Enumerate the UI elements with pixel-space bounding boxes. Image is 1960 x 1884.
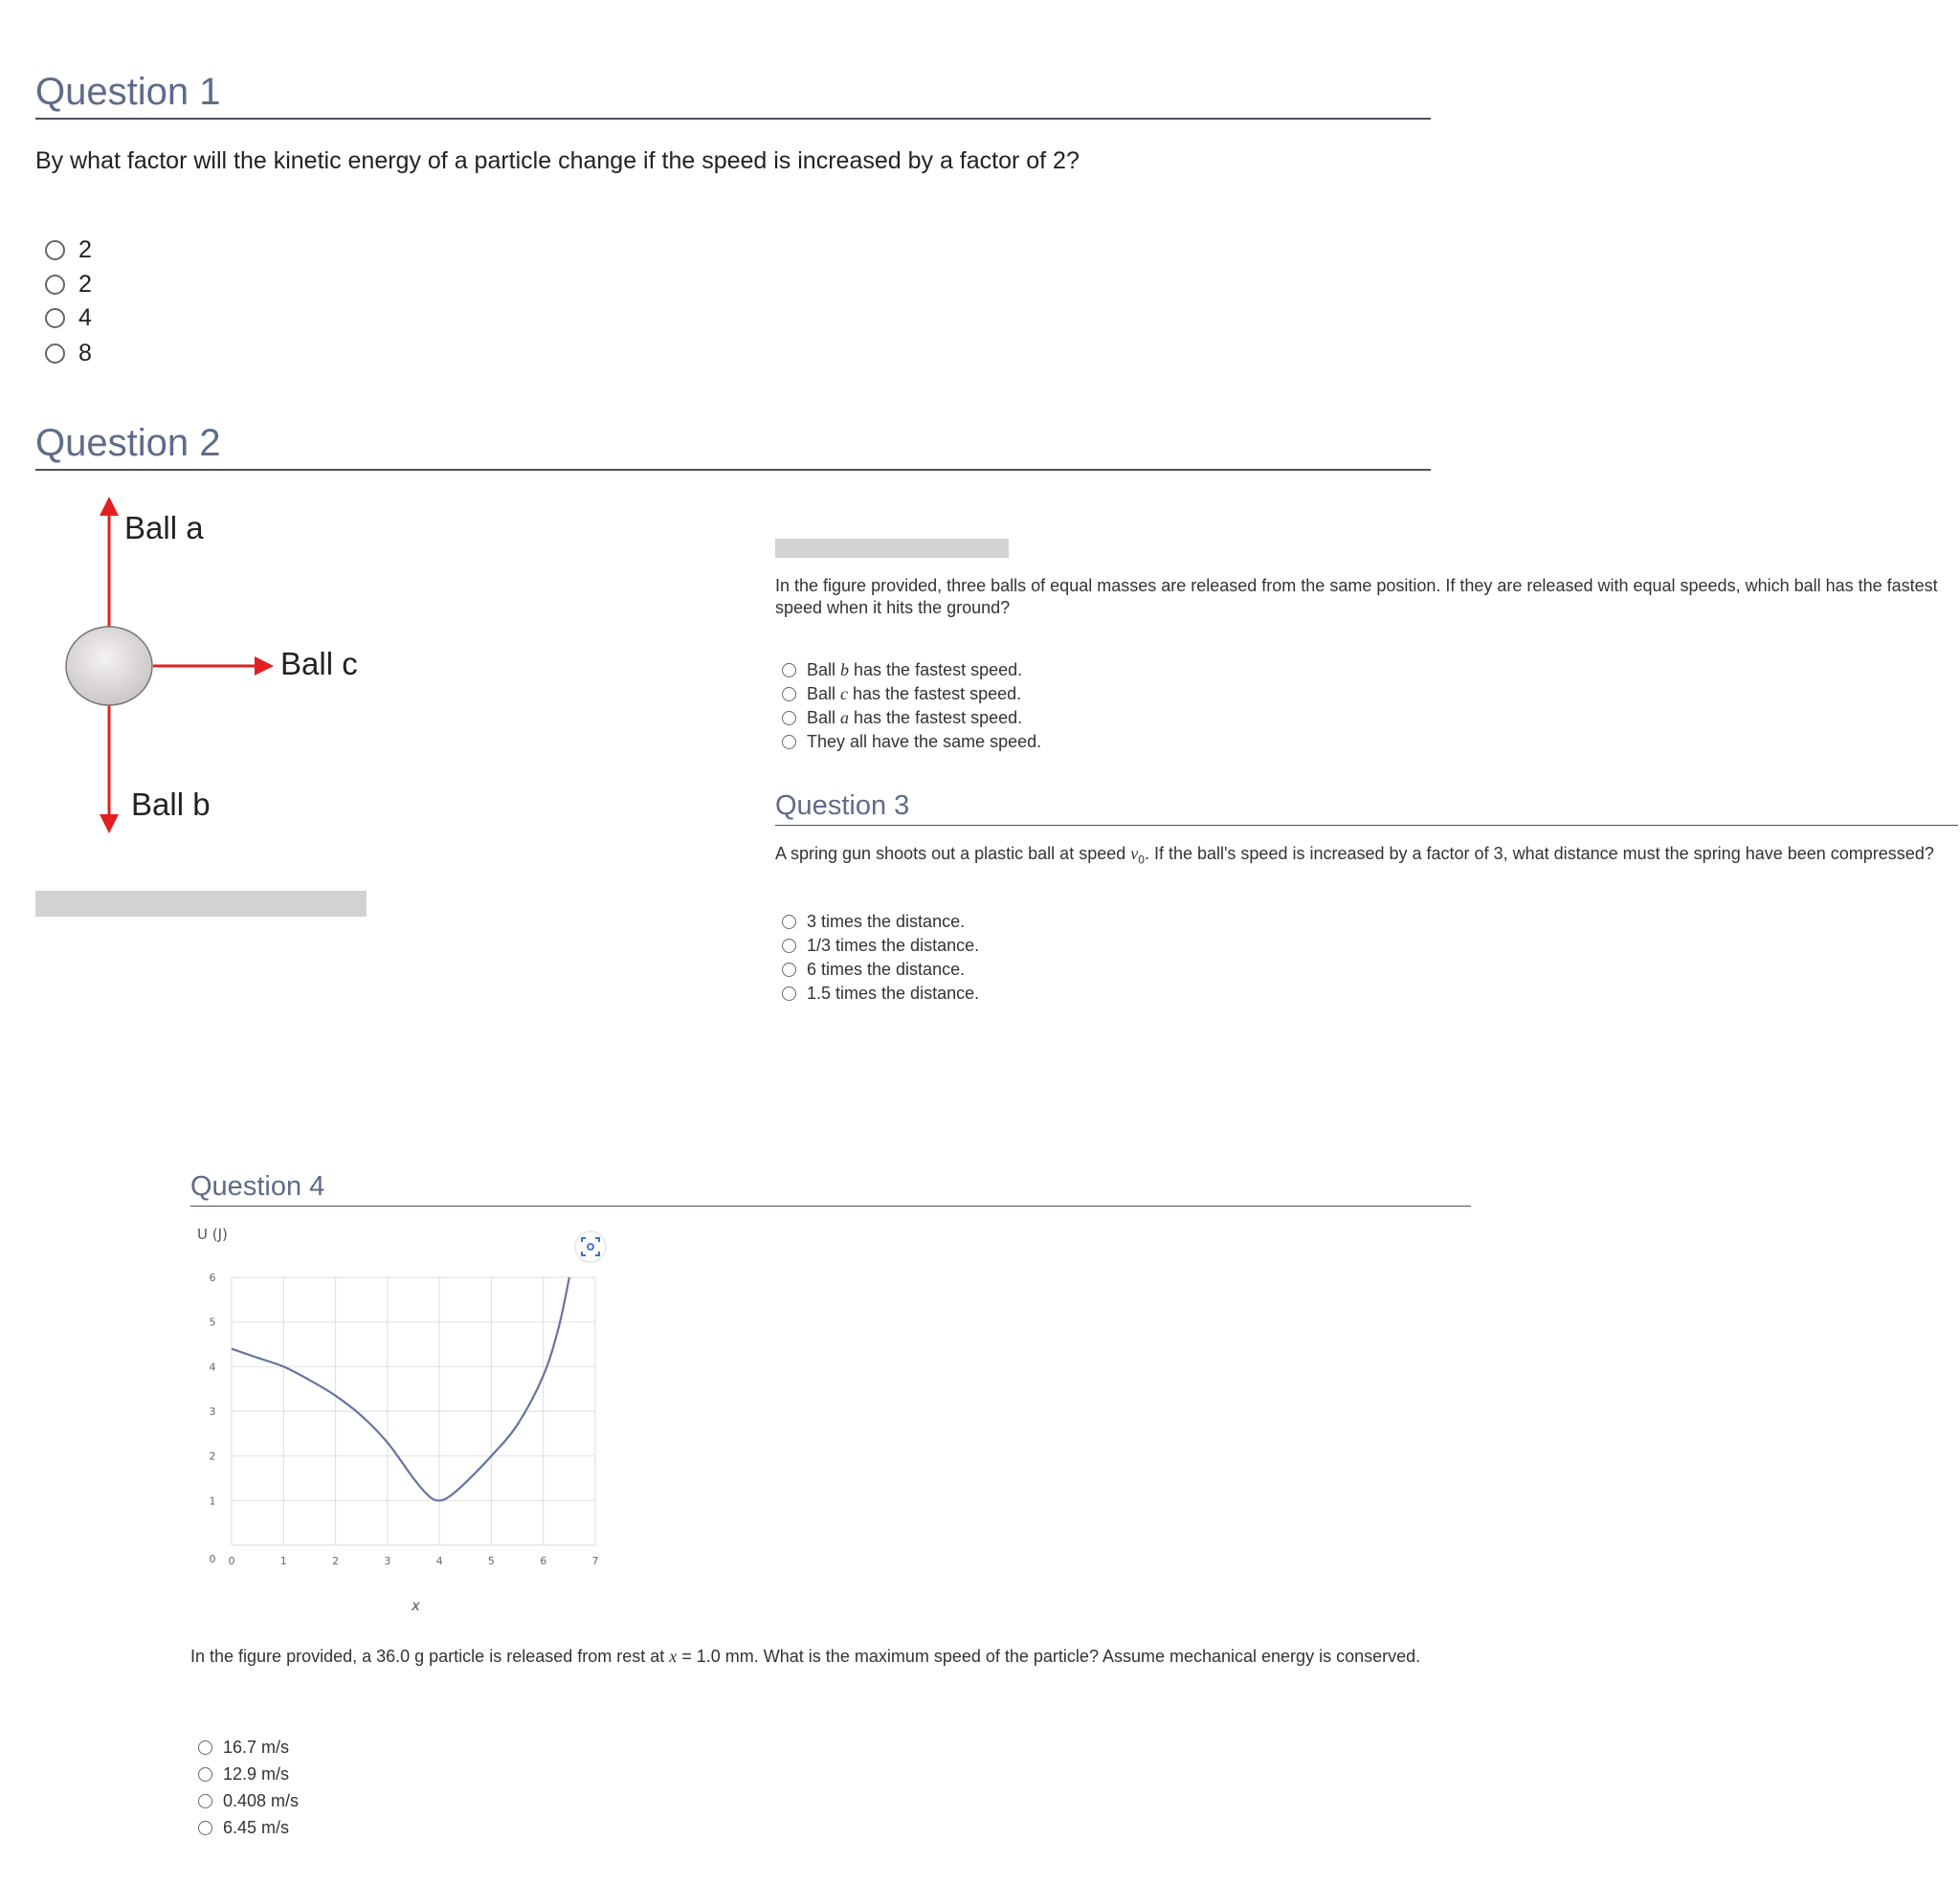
q2-option-2[interactable] (782, 684, 1021, 704)
option-label: 0.408 m/s (223, 1791, 300, 1810)
q2-option-3[interactable] (782, 708, 1022, 728)
q3-option-2[interactable] (782, 936, 979, 956)
option-label: 6.45 m/s (223, 1818, 290, 1837)
radio-button[interactable] (782, 711, 796, 725)
option-label: They all have the same speed. (807, 732, 1042, 751)
radio-button[interactable] (198, 1767, 212, 1782)
option-label: 6 times the distance. (807, 960, 966, 979)
q2-option-4[interactable] (782, 732, 1041, 752)
q1-option-3[interactable] (45, 304, 92, 332)
q4-option-4[interactable] (198, 1818, 289, 1838)
option-label: 4 (78, 304, 92, 331)
chart-series-line (232, 1277, 569, 1500)
option-label: 2 (78, 271, 92, 298)
y-tick-label: 5 (209, 1316, 216, 1329)
chart-y-axis-label: U (J) (197, 1226, 228, 1243)
q1-option-2[interactable] (45, 271, 92, 299)
redacted-bar (35, 891, 367, 917)
x-tick-label: 2 (332, 1555, 340, 1567)
y-tick-label: 6 (209, 1272, 216, 1284)
chart-grid (232, 1277, 595, 1545)
q3-option-3[interactable] (782, 960, 965, 980)
radio-button[interactable] (782, 687, 796, 701)
y-tick-label: 4 (209, 1361, 216, 1374)
radio-button[interactable] (782, 939, 796, 953)
q4-option-3[interactable] (198, 1791, 299, 1811)
q3-title: Question 3 (775, 790, 1958, 826)
expand-icon[interactable] (573, 1230, 608, 1264)
y-tick-label: 3 (209, 1406, 216, 1418)
q2-prompt: In the figure provided, three balls of equal masses are released from the same position. If they are released with equal speeds, which ball has the fastest speed when it hits the ground? (775, 576, 1938, 617)
redacted-bar (775, 539, 1009, 558)
option-label: 16.7 m/s (223, 1738, 290, 1757)
q1-option-1[interactable] (45, 236, 92, 264)
option-label: Ball b has the fastest speed. (807, 660, 1023, 679)
arrow-down-head-icon (100, 814, 119, 833)
y-tick-label: 2 (209, 1450, 216, 1463)
option-label: 2 (78, 236, 92, 263)
radio-button[interactable] (198, 1794, 212, 1808)
y-tick-label: 1 (209, 1495, 216, 1508)
q3-option-1[interactable] (782, 912, 965, 932)
option-label: Ball a has the fastest speed. (807, 708, 1023, 727)
q1-title: Question 1 (35, 71, 1431, 120)
q2-title: Question 2 (35, 422, 1431, 471)
x-tick-label: 4 (435, 1555, 443, 1567)
x-tick-label: 5 (487, 1555, 495, 1567)
radio-button[interactable] (45, 308, 65, 328)
q2-option-1[interactable] (782, 660, 1022, 680)
q4-prompt: In the figure provided, a 36.0 g particle is released from rest at x = 1.0 mm. What is the maximum speed of the particle? Assume mechanical energy is conserved. (190, 1647, 1421, 1666)
ball-icon (66, 627, 152, 705)
radio-button[interactable] (45, 275, 65, 295)
x-tick-label: 6 (540, 1555, 547, 1567)
radio-button[interactable] (782, 915, 796, 929)
radio-button[interactable] (198, 1821, 212, 1835)
option-label: 1.5 times the distance. (807, 984, 980, 1003)
chart-x-axis-label: x (412, 1597, 420, 1614)
x-tick-label: 0 (228, 1555, 235, 1567)
q1-prompt: By what factor will the kinetic energy of a particle change if the speed is increased by a factor of 2? (35, 147, 1080, 174)
option-label: 3 times the distance. (807, 912, 966, 931)
option-label: 8 (78, 340, 92, 366)
radio-button[interactable] (782, 663, 796, 677)
y-tick-labels (210, 1272, 216, 1565)
q3-prompt: A spring gun shoots out a plastic ball at speed $v_0$. If the ball's speed is increased by a factor of 3, what distance must the spring have been compressed? (775, 844, 1934, 867)
q4-energy-chart (182, 1220, 622, 1622)
q4-option-2[interactable] (198, 1764, 289, 1784)
radio-button[interactable] (782, 963, 796, 977)
ball-a-label: Ball a (124, 510, 204, 545)
y-tick-label: 0 (209, 1553, 216, 1565)
option-label: Ball c has the fastest speed. (807, 684, 1022, 703)
ball-c-label: Ball c (280, 646, 358, 681)
radio-button[interactable] (45, 344, 65, 364)
x-tick-label: 7 (591, 1555, 599, 1567)
option-label: 1/3 times the distance. (807, 936, 980, 955)
radio-button[interactable] (45, 240, 65, 260)
x-tick-label: 1 (279, 1555, 287, 1567)
radio-button[interactable] (782, 986, 796, 1001)
radio-button[interactable] (198, 1740, 212, 1755)
ball-b-label: Ball b (131, 787, 211, 822)
q4-option-1[interactable] (198, 1738, 289, 1758)
x-tick-labels (229, 1555, 599, 1567)
q4-title: Question 4 (190, 1171, 1471, 1207)
x-tick-label: 3 (384, 1555, 391, 1567)
option-label: 12.9 m/s (223, 1764, 290, 1784)
radio-button[interactable] (782, 735, 796, 749)
q1-option-4[interactable] (45, 340, 92, 367)
arrow-up-head-icon (100, 497, 119, 516)
q3-option-4[interactable] (782, 984, 979, 1004)
arrow-right-head-icon (255, 656, 274, 676)
